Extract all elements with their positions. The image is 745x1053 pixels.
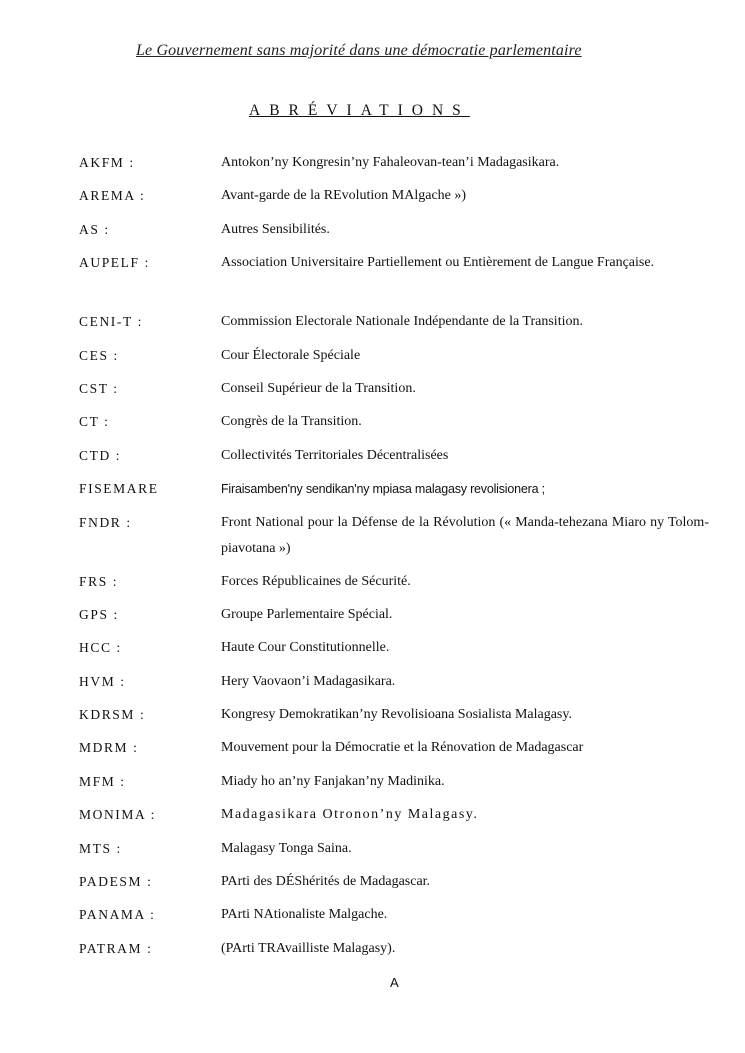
abbreviation-definition: Association Universitaire Partiellement ou Entièrement de Langue Française. (221, 255, 655, 271)
abbreviation-definition: Antokon’ny Kongresin’ny Fahaleovan-tean’i Madagasikara. (221, 155, 560, 170)
abbreviation-term: CST : (79, 380, 119, 396)
abbreviation-term: AUPELF : (79, 255, 150, 271)
abbreviation-row (79, 512, 709, 571)
abbreviation-definition: PArti NAtionaliste Malgache. (221, 907, 388, 923)
section-title: ABRÉVIATIONS (249, 102, 470, 119)
abbreviation-term: CT : (79, 414, 110, 430)
abbreviation-definition: Hery Vaovaon’i Madagasikara. (221, 673, 396, 689)
abbreviation-term: AREMA : (79, 188, 146, 204)
abbreviation-term: CENI-T : (79, 314, 143, 330)
abbreviation-definition: Haute Cour Constitutionnelle. (221, 640, 390, 656)
abbreviation-row (79, 571, 709, 604)
abbreviation-row (79, 152, 709, 185)
abbreviation-definition: Groupe Parlementaire Spécial. (221, 606, 393, 622)
abbreviation-definition: Kongresy Demokratikan’ny Revolisioana Sosialista Malagasy. (221, 707, 572, 723)
abbreviation-term: FISEMARE (79, 481, 159, 497)
abbreviation-row (79, 804, 709, 837)
abbreviation-definition: (PArti TRAvailliste Malagasy). (221, 940, 396, 956)
abbreviation-row (79, 445, 709, 478)
abbreviation-row (79, 478, 709, 511)
abbreviation-row (79, 219, 709, 252)
abbreviation-row (79, 904, 709, 937)
abbreviation-term: GPS : (79, 606, 119, 622)
abbreviation-list (79, 152, 709, 971)
abbreviation-row (79, 771, 709, 804)
abbreviation-row (79, 637, 709, 670)
abbreviation-definition: Malagasy Tonga Saina. (221, 840, 352, 856)
abbreviation-row (79, 252, 709, 311)
abbreviation-row (79, 378, 709, 411)
abbreviation-term: FRS : (79, 573, 119, 589)
abbreviation-definition: Forces Républicaines de Sécurité. (221, 573, 411, 589)
abbreviation-term: MTS : (79, 840, 122, 856)
abbreviation-row (79, 838, 709, 871)
abbreviation-term: PANAMA : (79, 907, 156, 923)
abbreviation-term: MFM : (79, 773, 126, 789)
abbreviation-term: KDRSM : (79, 707, 146, 723)
abbreviation-definition: Collectivités Territoriales Décentralisées (221, 447, 449, 463)
abbreviation-row (79, 411, 709, 444)
abbreviation-term: CTD : (79, 447, 122, 463)
abbreviation-term: HVM : (79, 673, 126, 689)
abbreviation-term: MDRM : (79, 740, 139, 756)
abbreviation-definition: Mouvement pour la Démocratie et la Rénovation de Madagascar (221, 740, 584, 756)
abbreviation-row (79, 704, 709, 737)
abbreviation-definition: Avant-garde de la REvolution MAlgache ») (221, 188, 467, 204)
abbreviation-row (79, 737, 709, 770)
running-header: Le Gouvernement sans majorité dans une démocratie parlementaire (136, 42, 582, 59)
abbreviation-row (79, 185, 709, 218)
abbreviation-term: CES : (79, 347, 119, 363)
abbreviation-row (79, 871, 709, 904)
abbreviation-term: MONIMA : (79, 807, 156, 823)
abbreviation-term: PADESM : (79, 874, 153, 890)
page-number: A (390, 975, 399, 990)
abbreviation-term: HCC : (79, 640, 122, 656)
abbreviation-definition: PArti des DÉShérités de Madagascar. (221, 874, 431, 890)
abbreviation-definition: Front National pour la Défense de la Révolution (« Manda-tehezana Miaro ny Tolom-piavotana ») (221, 514, 709, 556)
abbreviation-term: AKFM : (79, 155, 135, 170)
abbreviation-definition: Autres Sensibilités. (221, 221, 330, 237)
abbreviation-definition: Madagasikara Otronon’ny Malagasy. (221, 807, 479, 823)
abbreviation-term: PATRAM : (79, 940, 153, 956)
abbreviation-row (79, 345, 709, 378)
abbreviation-definition: Cour Électorale Spéciale (221, 347, 361, 363)
abbreviation-row (79, 671, 709, 704)
abbreviation-definition: Commission Electorale Nationale Indépendante de la Transition. (221, 314, 583, 330)
abbreviation-row (79, 311, 709, 344)
abbreviation-row (79, 604, 709, 637)
abbreviation-definition: Firaisamben'ny sendikan'ny mpiasa malagasy revolisionera ; (221, 482, 545, 497)
abbreviation-term: FNDR : (79, 514, 132, 530)
abbreviation-term: AS : (79, 221, 110, 237)
abbreviation-definition: Congrès de la Transition. (221, 414, 362, 430)
abbreviation-definition: Miady ho an’ny Fanjakan’ny Madinika. (221, 773, 445, 789)
abbreviation-row (79, 938, 709, 971)
abbreviation-definition: Conseil Supérieur de la Transition. (221, 380, 416, 396)
